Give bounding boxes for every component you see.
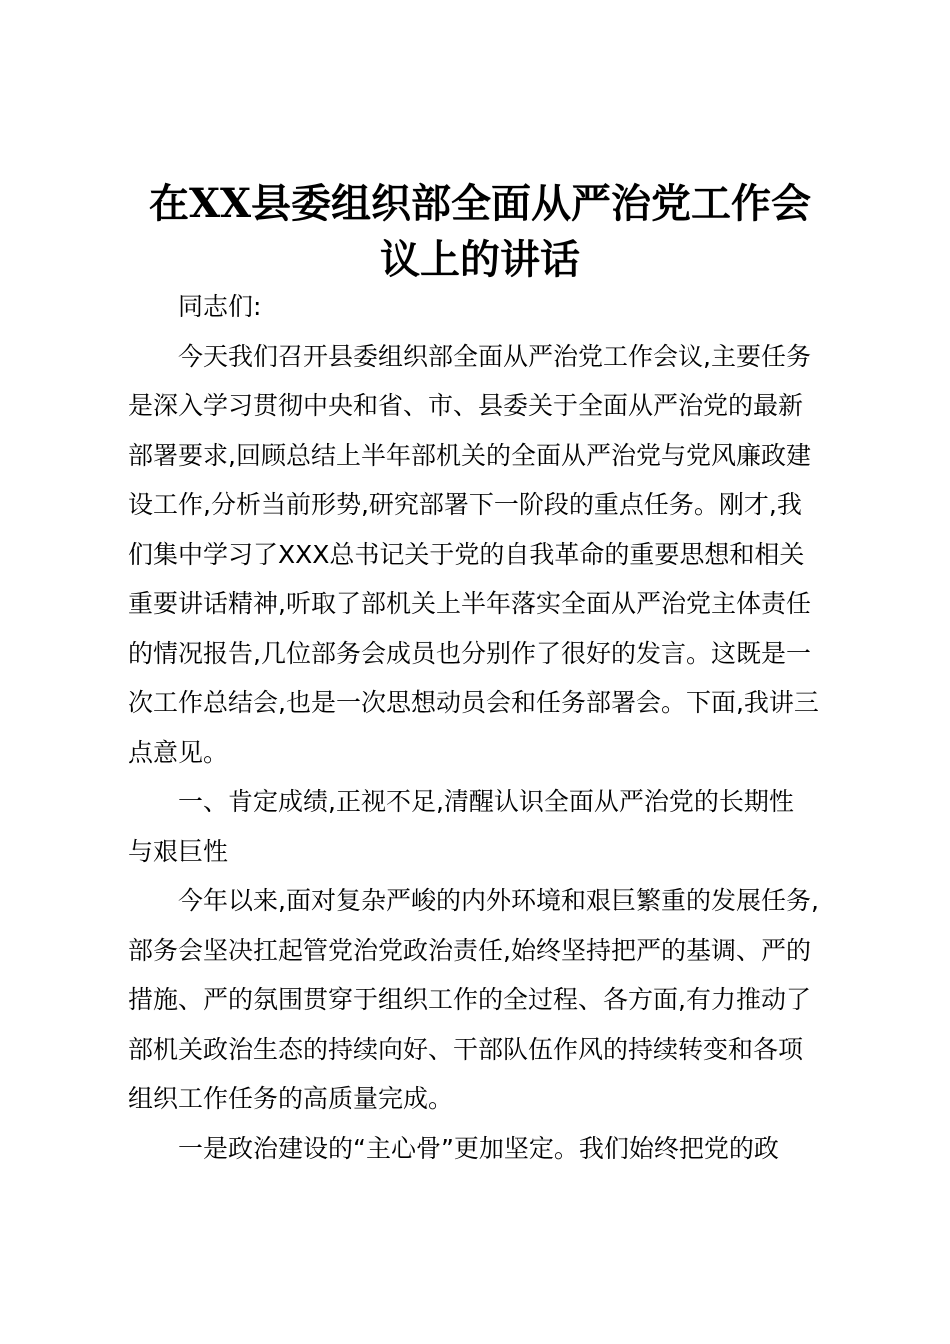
text-line: 组织工作任务的高质量完成。 [128,1084,454,1113]
title-line-1: 在XX县委组织部全面从严治党工作会 [148,180,812,227]
text-line: 们集中学习了XXX总书记关于党的自我革命的重要思想和相关 [128,539,805,569]
text-line: 设工作,分析当前形势,研究部署下一阶段的重点任务。刚才,我 [128,490,802,519]
section-1-paragraph [128,876,832,1124]
text-line: 与艰巨性 [128,836,229,866]
title-line-2: 议上的讲话 [380,236,580,283]
text-line: 一是政治建设的“主心骨”更加坚定。我们始终把党的政 [178,1133,779,1163]
text-line: 次工作总结会,也是一次思想动员会和任务部署会。下面,我讲三 [128,688,819,717]
text-line: 点意见。 [128,737,229,767]
text-line: 部机关政治生态的持续向好、干部队伍作风的持续转变和各项 [128,1034,804,1064]
point-one-paragraph [128,1124,832,1174]
text-line: 同志们: [178,292,262,321]
document-title [128,176,832,288]
text-line: 部务会坚决扛起管党治党政治责任,始终坚持把严的基调、严的 [128,935,811,965]
text-line: 部署要求,回顾总结上半年部机关的全面从严治党与党风廉政建 [128,440,811,470]
text-line: 措施、严的氛围贯穿于组织工作的全过程、各方面,有力推动了 [128,985,811,1014]
section-heading-1 [128,777,832,876]
text-line: 是深入学习贯彻中央和省、市、县委关于全面从严治党的最新 [128,391,804,420]
salutation-paragraph [128,282,832,332]
text-line: 今天我们召开县委组织部全面从严治党工作会议,主要任务 [178,341,811,371]
document-body [128,282,832,1173]
intro-paragraph [128,332,832,778]
text-line: 重要讲话精神,听取了部机关上半年落实全面从严治党主体责任 [128,589,811,618]
text-line: 一、肯定成绩,正视不足,清醒认识全面从严治党的长期性 [178,787,794,816]
text-line: 的情况报告,几位部务会成员也分别作了很好的发言。这既是一 [128,638,811,668]
text-line: 今年以来,面对复杂严峻的内外环境和艰巨繁重的发展任务, [178,886,819,915]
